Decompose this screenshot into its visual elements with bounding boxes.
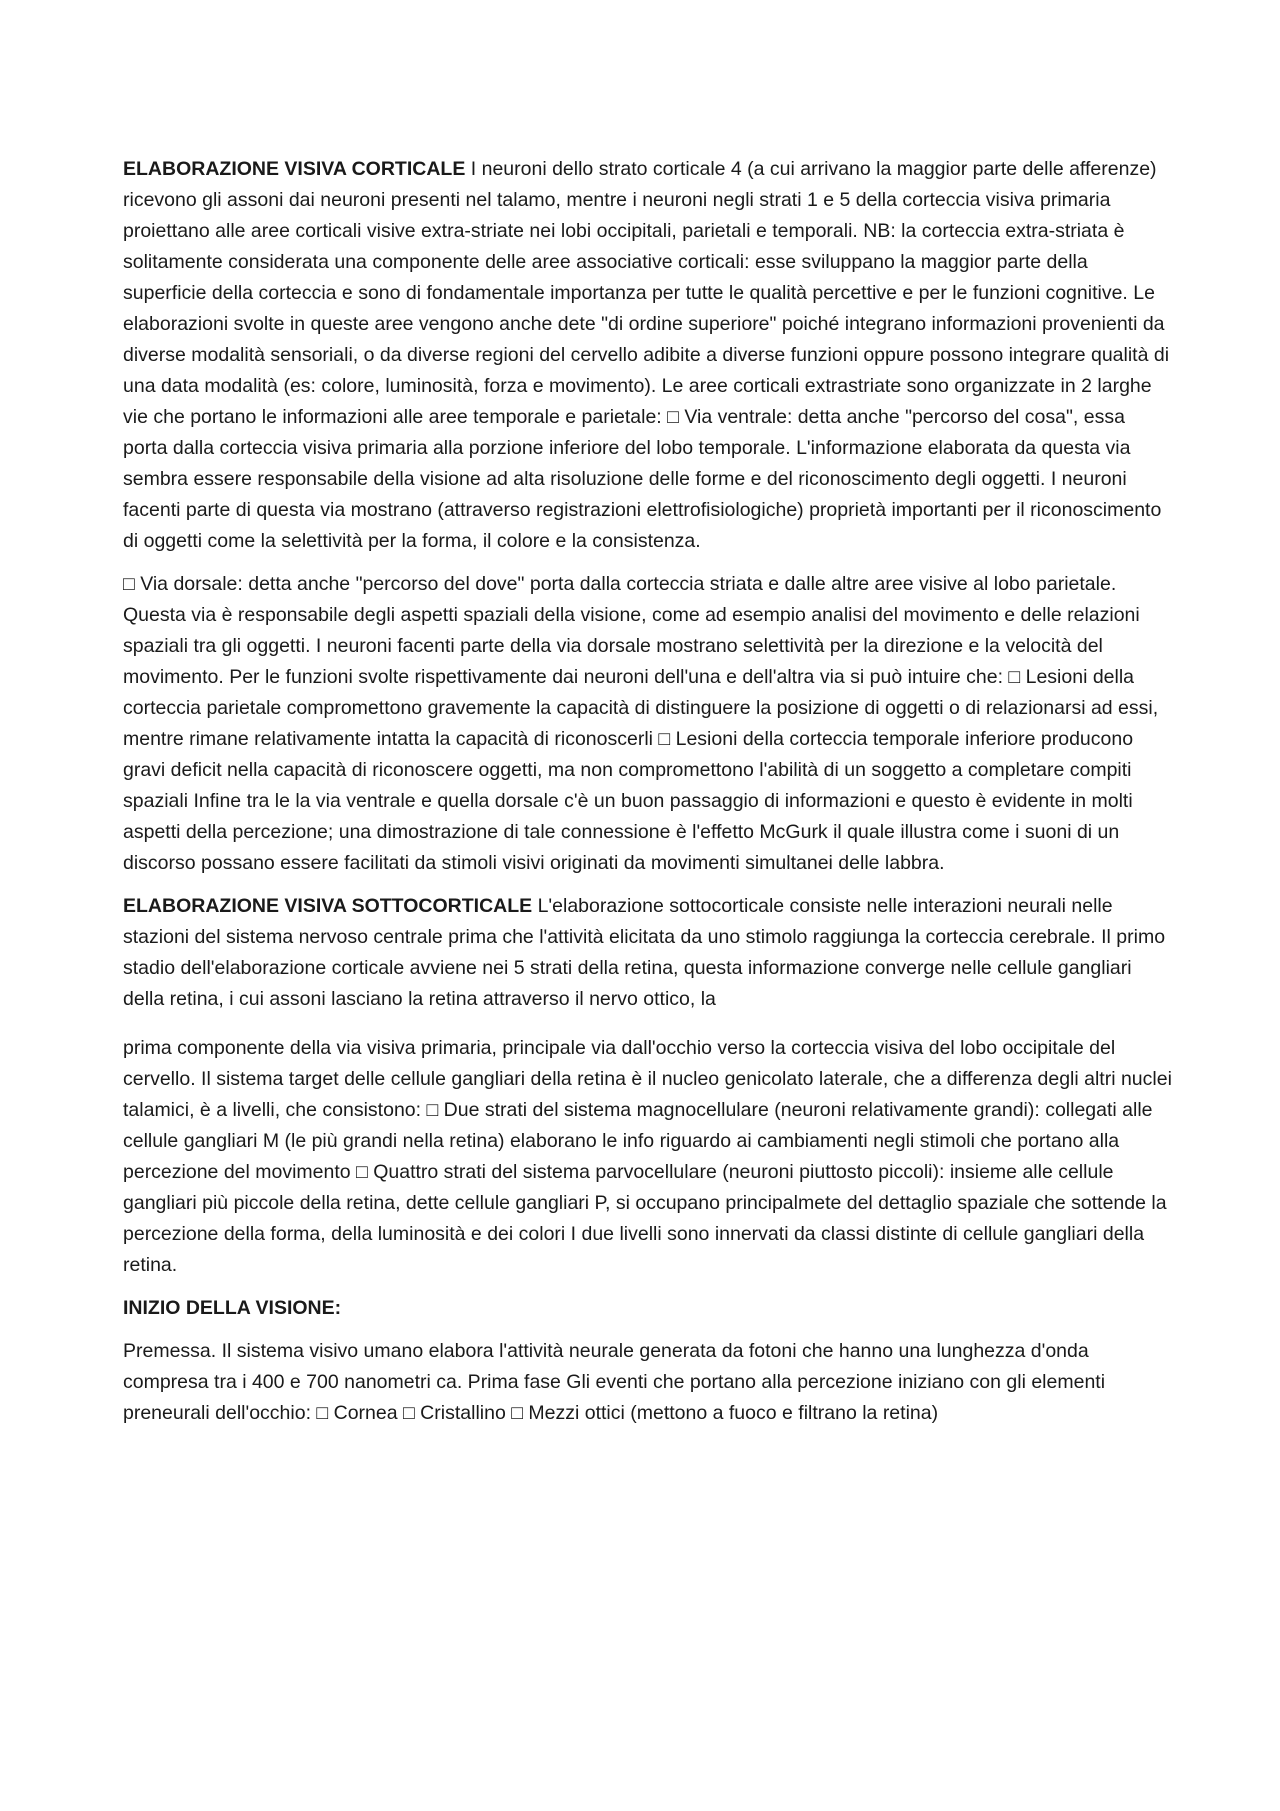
paragraph-subcortical-processing — [123, 891, 1173, 1015]
paragraph-vision-start-heading — [123, 1293, 1173, 1324]
text-premise: Premessa. Il sistema visivo umano elabora l'attività neurale generata da fotoni che hanno una lunghezza d'onda compresa tra i 400 e 700 nanometri ca. Prima fase Gli eventi che portano alla percezione iniziano con gli elementi preneurali dell'occhio: □ Cornea □ Cristallino □ Mezzi ottici (mettono a fuoco e filtrano la retina) — [123, 1340, 1106, 1424]
paragraph-dorsal-pathway — [123, 569, 1173, 879]
paragraph-cortical-processing — [123, 154, 1173, 557]
text-dorsal-pathway: □ Via dorsale: detta anche "percorso del dove" porta dalla corteccia striata e dalle altre aree visive al lobo parietale. Questa via è responsabile degli aspetti spaziali della visione, come ad esempio analisi del movimento e delle relazioni spaziali tra gli oggetti. I neuroni facenti parte della via dorsale mostrano selettività per la direzione e la velocità del movimento. Per le funzioni svolte rispettivamente dai neuroni dell'una e dell'altra via si può intuire che: □ Lesioni della corteccia parietale compromettono gravemente la capacità di distinguere la posizione di oggetti o di relazionarsi ad essi, mentre rimane relativamente intatta la capacità di riconoscerli □ Lesioni della corteccia temporale inferiore producono gravi deficit nella capacità di riconoscere oggetti, ma non compromettono l'abilità di un soggetto a completare compiti spaziali Infine tra le la via ventrale e quella dorsale c'è un buon passaggio di informazioni e questo è evidente in molti aspetti della percezione; una dimostrazione di tale connessione è l'effetto McGurk il quale illustra come i suoni di un discorso possano essere facilitati da stimoli visivi originati da movimenti simultanei delle labbra. — [123, 573, 1159, 874]
text-subcortical-processing: L'elaborazione sottocorticale consiste nelle interazioni neurali nelle stazioni del sistema nervoso centrale prima che l'attività elicitata da uno stimolo raggiunga la corteccia cerebrale. Il primo stadio dell'elaborazione corticale avviene nei 5 strati della retina, questa informazione converge nelle cellule gangliari della retina, i cui assoni lasciano la retina attraverso il nervo ottico, la — [123, 895, 1166, 1010]
document-page — [123, 154, 1173, 1441]
text-lgn: prima componente della via visiva primaria, principale via dall'occhio verso la corteccia visiva del lobo occipitale del cervello. Il sistema target delle cellule gangliari della retina è il nucleo genicolato laterale, che a differenza degli altri nuclei talamici, è a livelli, che consistono: □ Due strati del sistema magnocellulare (neuroni relativamente grandi): collegati alle cellule gangliari M (le più grandi nella retina) elaborano le info riguardo ai cambiamenti negli stimoli che portano alla percezione del movimento □ Quattro strati del sistema parvocellulare (neuroni piuttosto piccoli): insieme alle cellule gangliari più piccole della retina, dette cellule gangliari P, si occupano principalmete del dettaglio spaziale che sottende la percezione della forma, della luminosità e dei colori I due livelli sono innervati da classi distinte di cellule gangliari della retina. — [123, 1037, 1172, 1276]
paragraph-premise — [123, 1336, 1173, 1429]
text-cortical-processing: I neuroni dello strato corticale 4 (a cui arrivano la maggior parte delle afferenze) ricevono gli assoni dai neuroni presenti nel talamo, mentre i neuroni negli strati 1 e 5 della corteccia visiva primaria proiettano alle aree corticali visive extra-striate nei lobi occipitali, parietali e temporali. NB: la corteccia extra-striata è solitamente considerata una componente delle aree associative corticali: esse sviluppano la maggior parte della superficie della corteccia e sono di fondamentale importanza per tutte le qualità percettive e per le funzioni cognitive. Le elaborazioni svolte in queste aree vengono anche dete "di ordine superiore" poiché integrano informazioni provenienti da diverse modalità sensoriali, o da diverse regioni del cervello adibite a diverse funzioni oppure possono integrare qualità di una data modalità (es: colore, luminosità, forza e movimento). Le aree corticali extrastriate sono organizzate in 2 larghe vie che portano le informazioni alle aree temporale e parietale: □ Via ventrale: detta anche "percorso del cosa", essa porta dalla corteccia visiva primaria alla porzione inferiore del lobo temporale. L'informazione elaborata da questa via sembra essere responsabile della visione ad alta risoluzione delle forme e del riconoscimento degli oggetti. I neuroni facenti parte di questa via mostrano (attraverso registrazioni elettrofisiologiche) proprietà importanti per il riconoscimento di oggetti come la selettività per la forma, il colore e la consistenza. — [123, 158, 1170, 552]
heading-subcortical-processing: ELABORAZIONE VISIVA SOTTOCORTICALE — [123, 895, 533, 917]
heading-cortical-processing: ELABORAZIONE VISIVA CORTICALE — [123, 158, 466, 180]
paragraph-lgn — [123, 1033, 1173, 1281]
heading-vision-start: INIZIO DELLA VISIONE: — [123, 1297, 342, 1319]
